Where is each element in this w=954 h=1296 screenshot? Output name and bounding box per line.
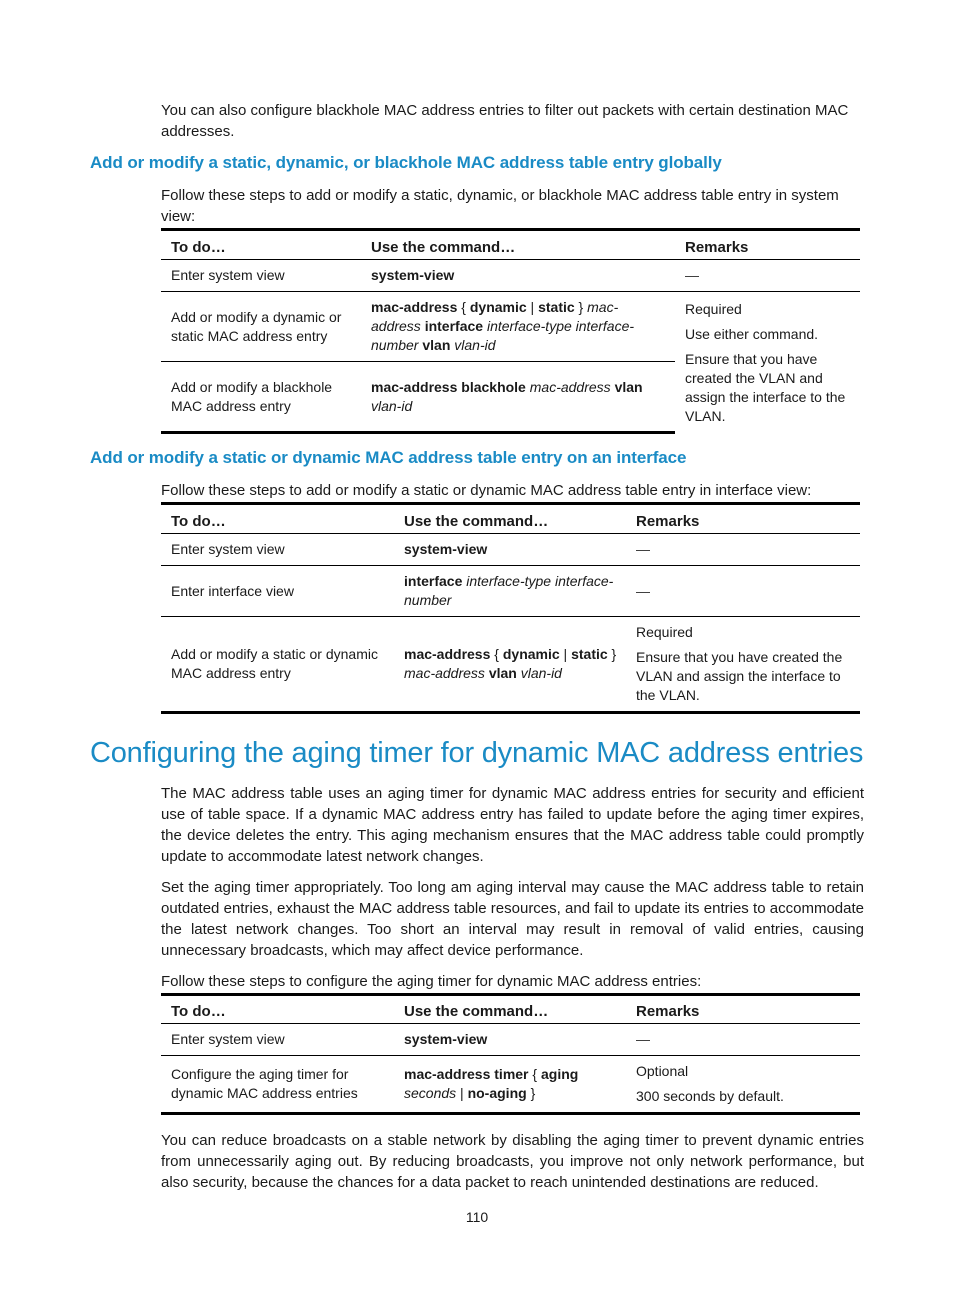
- header-todo: To do…: [161, 504, 394, 534]
- command-punct: }: [607, 646, 617, 662]
- todo-cell: Enter system view: [161, 260, 361, 292]
- aging-paragraph-3: You can reduce broadcasts on a stable network by disabling the aging timer to prevent dynamic entries from unnecessarily aging out. By reducing broadcasts, you improve not only network performance, but also security, because the chances for a data packet to reach unintended destinations are reduced.: [161, 1132, 864, 1191]
- command-cell: [394, 534, 626, 566]
- command-keyword: system-view: [404, 1031, 488, 1047]
- command-keyword: vlan: [422, 337, 451, 353]
- command-punct: {: [490, 646, 503, 662]
- remarks-cell: —: [626, 566, 860, 617]
- table-row: [161, 1056, 860, 1114]
- command-argument: mac-address: [371, 299, 619, 334]
- remarks-cell: —: [626, 534, 860, 566]
- command-keyword: no-aging: [467, 1085, 527, 1101]
- command-keyword: mac-address: [371, 299, 458, 315]
- section2-lead: Follow these steps to add or modify a static or dynamic MAC address table entry in interface view:: [161, 482, 812, 499]
- aging-paragraph-1: The MAC address table uses an aging timer for dynamic MAC address entries for security and efficient use of table space. If a dynamic MAC address entry has failed to update before the aging timer expires, the device deletes the entry. This aging mechanism ensures that the MAC address table could promptly update to accommodate latest network changes.: [161, 785, 864, 865]
- command-table-global: [161, 228, 860, 434]
- todo-cell: Add or modify a dynamic or static MAC address entry: [161, 292, 361, 362]
- command-punct: |: [526, 299, 539, 315]
- command-keyword: system-view: [371, 267, 455, 283]
- todo-cell: Add or modify a blackhole MAC address entry: [161, 362, 361, 433]
- todo-cell: Enter interface view: [161, 566, 394, 617]
- command-keyword: static: [538, 299, 575, 315]
- remarks-cell: [626, 617, 860, 713]
- table-row: [161, 566, 860, 617]
- section-heading-global: Add or modify a static, dynamic, or blackhole MAC address table entry globally: [90, 153, 722, 172]
- command-keyword: vlan: [488, 665, 517, 681]
- command-cell: [361, 260, 675, 292]
- header-command: Use the command…: [394, 504, 626, 534]
- command-argument: vlan-id: [371, 397, 413, 414]
- command-keyword: mac-address timer: [404, 1066, 529, 1082]
- remarks-cell: —: [626, 1024, 860, 1056]
- command-punct: |: [460, 1085, 468, 1101]
- page-number: 110: [465, 1209, 489, 1225]
- command-argument: mac-address: [525, 378, 615, 395]
- command-keyword: mac-address: [404, 646, 491, 662]
- command-punct: }: [526, 1085, 536, 1101]
- command-argument: vlan-id: [454, 337, 496, 353]
- command-cell: [394, 1056, 626, 1114]
- remarks-line: Ensure that you have created the VLAN and assign the interface to the VLAN.: [685, 351, 846, 424]
- remarks-line: 300 seconds by default.: [636, 1088, 784, 1104]
- command-argument: vlan-id: [516, 665, 562, 681]
- section1-lead: Follow these steps to add or modify a static, dynamic, or blackhole MAC address table entry in system view:: [161, 187, 839, 225]
- todo-cell: Enter system view: [161, 534, 394, 566]
- command-table-interface: [161, 502, 860, 714]
- command-argument: interface-type interface-number: [371, 318, 635, 353]
- remarks-line: Use either command.: [685, 326, 819, 342]
- command-cell: [361, 292, 675, 362]
- section-heading-aging-timer: Configuring the aging timer for dynamic MAC address entries: [90, 737, 864, 769]
- aging-paragraph-2: Set the aging timer appropriately. Too long am aging interval may cause the MAC address table to retain outdated entries, exhaust the MAC address table resources, and fail to update its entries to accommodate the latest network changes. Too short an interval may result in removal of valid entries, causing unnecessary broadcasts, which may affect device performance.: [161, 879, 864, 959]
- todo-cell: Enter system view: [161, 1024, 394, 1056]
- remarks-line: Required: [685, 301, 742, 317]
- command-keyword: interface: [424, 318, 484, 334]
- command-cell: [394, 1024, 626, 1056]
- section3-lead: Follow these steps to configure the aging timer for dynamic MAC address entries:: [161, 973, 702, 990]
- todo-cell: Configure the aging timer for dynamic MAC address entries: [161, 1056, 394, 1114]
- remarks-cell: [675, 292, 860, 433]
- header-command: Use the command…: [394, 995, 626, 1024]
- table-row: [161, 617, 860, 713]
- command-cell: [394, 617, 626, 713]
- command-punct: |: [559, 646, 572, 662]
- command-cell: [361, 362, 675, 433]
- header-todo: To do…: [161, 230, 361, 260]
- command-keyword: mac-address blackhole: [371, 378, 526, 395]
- header-command: Use the command…: [361, 230, 675, 260]
- command-cell: [394, 566, 626, 617]
- table-row: [161, 260, 860, 292]
- remarks-cell: [626, 1056, 860, 1114]
- remarks-line: Optional: [636, 1063, 689, 1079]
- table-row: [161, 1024, 860, 1056]
- command-keyword: interface: [404, 573, 463, 589]
- command-punct: }: [574, 299, 588, 315]
- command-keyword: vlan: [614, 378, 643, 395]
- table-row: [161, 292, 860, 362]
- command-keyword: system-view: [404, 541, 488, 557]
- remarks-line: Required: [636, 624, 693, 640]
- command-keyword: dynamic: [469, 299, 527, 315]
- command-keyword: static: [571, 646, 608, 662]
- todo-cell: Add or modify a static or dynamic MAC address entry: [161, 617, 394, 713]
- remarks-cell: —: [675, 260, 860, 292]
- command-argument: mac-address: [404, 665, 489, 681]
- command-keyword: aging: [540, 1066, 579, 1082]
- header-remarks: Remarks: [626, 995, 860, 1024]
- section-heading-interface: Add or modify a static or dynamic MAC address table entry on an interface: [90, 448, 687, 467]
- command-punct: {: [528, 1066, 541, 1082]
- intro-paragraph: You can also configure blackhole MAC address entries to filter out packets with certain destination MAC addresses.: [161, 102, 849, 140]
- table-row: [161, 534, 860, 566]
- header-remarks: Remarks: [626, 504, 860, 534]
- header-todo: To do…: [161, 995, 394, 1024]
- command-keyword: dynamic: [502, 646, 560, 662]
- command-argument: interface-type interface-number: [404, 573, 614, 608]
- header-remarks: Remarks: [675, 230, 860, 260]
- command-table-aging: [161, 993, 860, 1115]
- command-punct: {: [457, 299, 470, 315]
- command-argument: seconds: [404, 1085, 457, 1101]
- remarks-line: Ensure that you have created the VLAN and assign the interface to the VLAN.: [636, 649, 843, 703]
